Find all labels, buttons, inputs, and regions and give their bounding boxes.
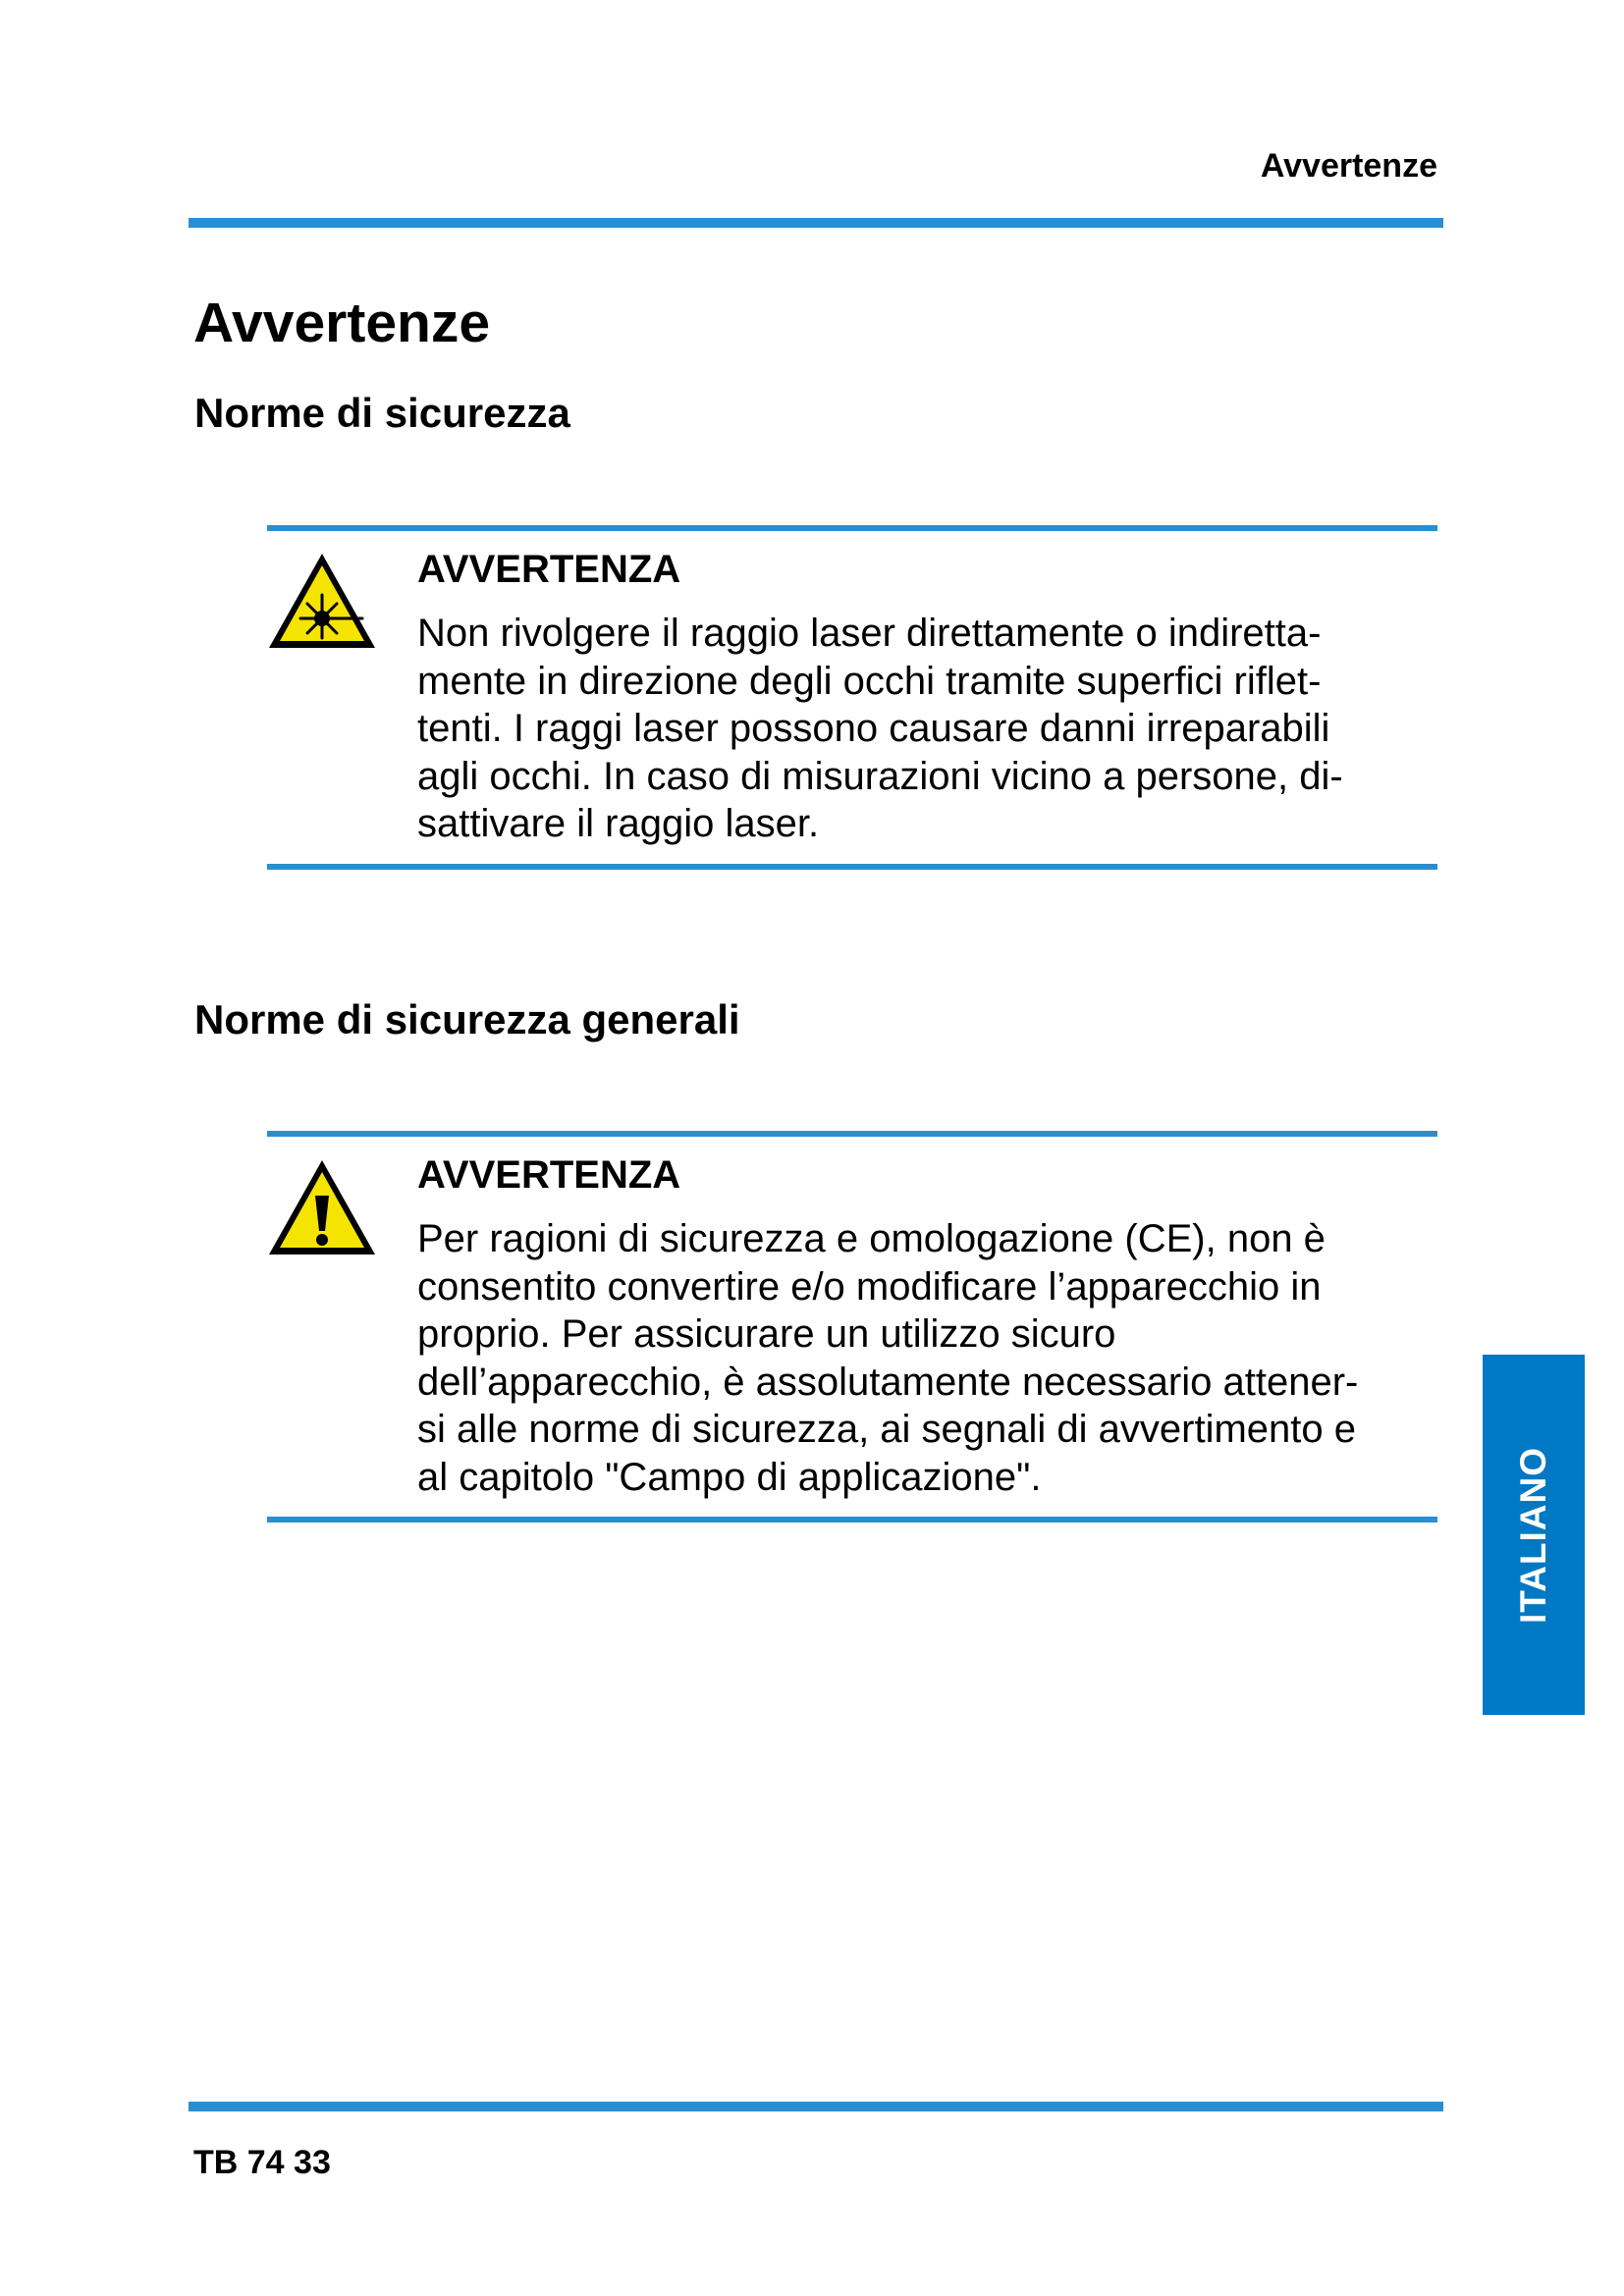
warning-text-line: consentito convertire e/o modificare l’apparecchio in — [417, 1264, 1322, 1308]
warning-text-line: Non rivolgere il raggio laser direttamente o indiretta- — [417, 612, 1322, 655]
warning-text-line: mente in direzione degli occhi tramite superfici riflet- — [417, 659, 1322, 703]
language-tab-label: ITALIANO — [1513, 1446, 1553, 1624]
warning-text-line: al capitolo "Campo di applicazione". — [417, 1455, 1042, 1499]
laser-warning-icon — [265, 550, 379, 652]
section-heading-general-safety: Norme di sicurezza generali — [194, 996, 740, 1042]
warning-bottom-rule — [267, 864, 1437, 870]
header-rule — [189, 218, 1443, 228]
warning-top-rule — [267, 525, 1437, 531]
section-heading-safety: Norme di sicurezza — [194, 390, 570, 436]
warning-text — [417, 1215, 1458, 1501]
running-header: Avvertenze — [1260, 147, 1437, 185]
warning-text-line: si alle norme di sicurezza, ai segnali di avvertimento e — [417, 1408, 1356, 1451]
warning-text-line: proprio. Per assicurare un utilizzo sicuro — [417, 1312, 1116, 1356]
page-title: Avvertenze — [193, 292, 491, 354]
footer-rule — [189, 2102, 1443, 2111]
warning-text-line: dell’apparecchio, è assolutamente necessario attener- — [417, 1360, 1359, 1404]
language-tab — [1483, 1355, 1585, 1715]
general-warning-icon — [265, 1156, 379, 1258]
warning-title: AVVERTENZA — [417, 1153, 681, 1197]
warning-text-line: sattivare il raggio laser. — [417, 802, 820, 845]
warning-text-line: agli occhi. In caso di misurazioni vicino a persone, di- — [417, 754, 1343, 798]
warning-bottom-rule — [267, 1517, 1437, 1522]
warning-text-line: Per ragioni di sicurezza e omologazione (CE), non è — [417, 1217, 1326, 1260]
footer-page-info: TB 74 33 — [193, 2144, 331, 2181]
warning-title: AVVERTENZA — [417, 548, 681, 591]
warning-text-line: tenti. I raggi laser possono causare danni irreparabili — [417, 707, 1330, 750]
warning-text — [417, 610, 1458, 848]
warning-top-rule — [267, 1131, 1437, 1137]
